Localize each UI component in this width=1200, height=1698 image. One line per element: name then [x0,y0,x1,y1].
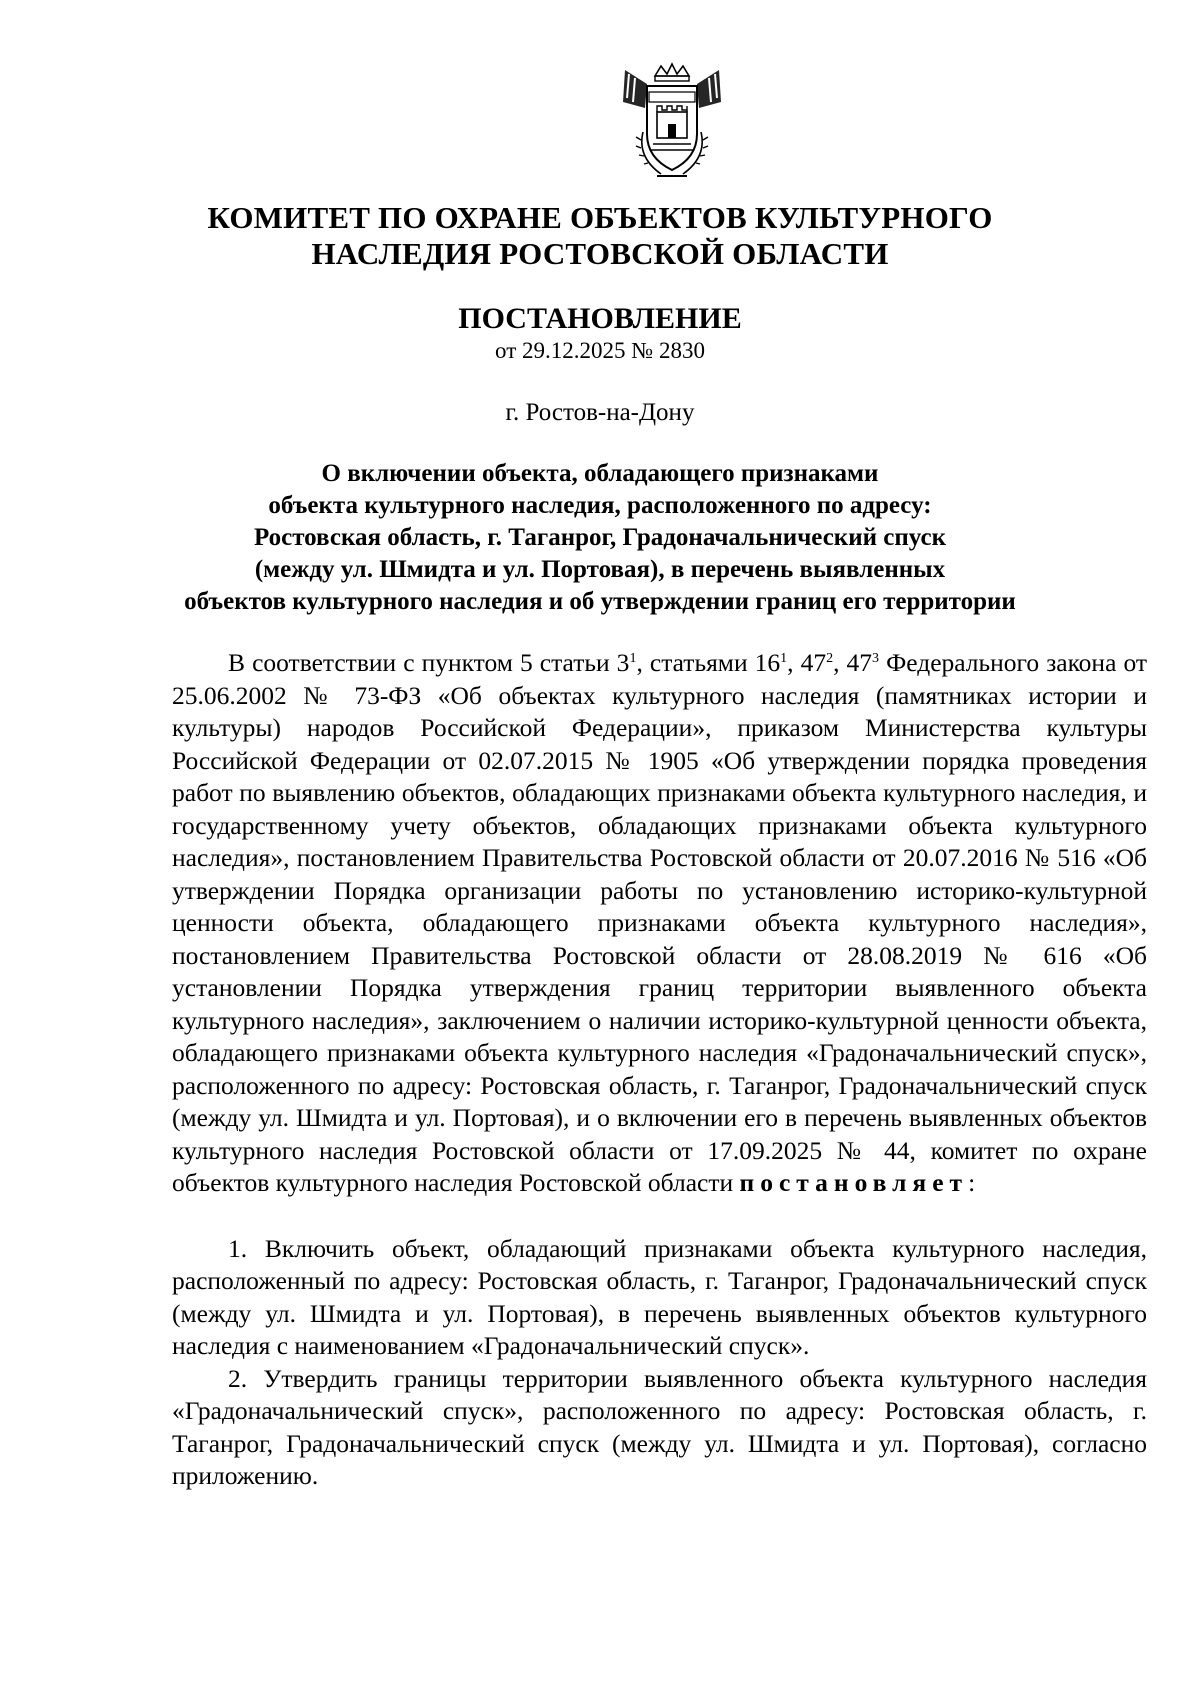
item-1-paragraph: 1. Включить объект, обладающий признаками объекта культурного наследия, расположенный по адресу: Ростовская область, г. Таганрог, Градоначальнический спуск (между ул. Шмидта и ул. Портовая), в перечень выявленных объектов культурного наследия с наименованием «Градоначальнический спуск». [172,1233,1147,1360]
subject-line: объектов культурного наследия и об утверждении границ его территории [184,588,1016,615]
subject-line: (между ул. Шмидта и ул. Портовая), в перечень выявленных [254,556,946,583]
document-type: ПОСТАНОВЛЕНИЕ [458,302,742,335]
document-place: г. Ростов-на-Дону [505,399,695,426]
subject-line: Ростовская область, г. Таганрог, Градоначальнический спуск [253,524,946,551]
subject-line: О включении объекта, обладающего признаками [321,460,879,487]
decree-word: постановляет [739,1168,969,1197]
organization-name [120,200,1080,272]
document-subject [150,458,1050,618]
superscript: 1 [629,651,637,666]
superscript: 3 [872,651,880,666]
subject-line: объекта культурного наследия, расположенного по адресу: [268,492,932,519]
preamble-text: В соответствии с пунктом 5 статьи 3 [228,648,630,677]
preamble-text: , статьями 16 [636,648,781,677]
preamble-text: Федерального закона от 25.06.2002 № 73-ФЗ «Об объектах культурного наследия (памятниках истории и культуры) народов Российской Федерации», приказом Министерства культуры Российской Федерации от 02.07.2015 № 1905 «Об утверждении порядка проведения работ по выявлению объектов, обладающих признаками объекта культурного наследия, и государственному учету объектов, обладающих признаками объекта культурного наследия», постановлением Правительства Ростовской области от 20.07.2016 № 516 «Об утверждении Порядка организации работы по установлению историко-культурной ценности объекта, обладающего признаками объекта культурного наследия», постановлением Правительства Ростовской области от 28.08.2019 № 616 «Об установлении Порядка утверждения границ территории выявленного объекта культурного наследия», заключением о наличии историко-культурной ценности объекта, обладающего признаками объекта культурного наследия «Градоначальнический спуск», расположенного по адресу: Ростовская область, г. Таганрог, Градоначальнический спуск (между ул. Шмидта и ул. Портовая), и о включении его в перечень выявленных объектов культурного наследия Ростовской области от 17.09.2025 № 44, комитет по охране объектов культурного наследия Ростовской области [172,648,1148,1197]
preamble-colon: : [968,1168,976,1197]
superscript: 1 [780,651,788,666]
coat-of-arms-emblem [617,62,727,184]
document-body [172,647,1147,1493]
superscript: 2 [826,651,834,666]
preamble-text: , 47 [787,648,827,677]
organization-line-1: КОМИТЕТ ПО ОХРАНЕ ОБЪЕКТОВ КУЛЬТУРНОГО [207,200,993,235]
preamble-paragraph [172,647,1147,1200]
document-date-number: от 29.12.2025 № 2830 [495,338,705,363]
item-2-paragraph: 2. Утвердить границы территории выявленного объекта культурного наследия «Градоначальнический спуск», расположенного по адресу: Ростовская область, г. Таганрог, Градоначальнический спуск (между ул. Шмидта и ул. Портовая), согласно приложению. [172,1363,1147,1490]
organization-line-2: НАСЛЕДИЯ РОСТОВСКОЙ ОБЛАСТИ [311,236,889,271]
preamble-text: , 47 [833,648,873,677]
